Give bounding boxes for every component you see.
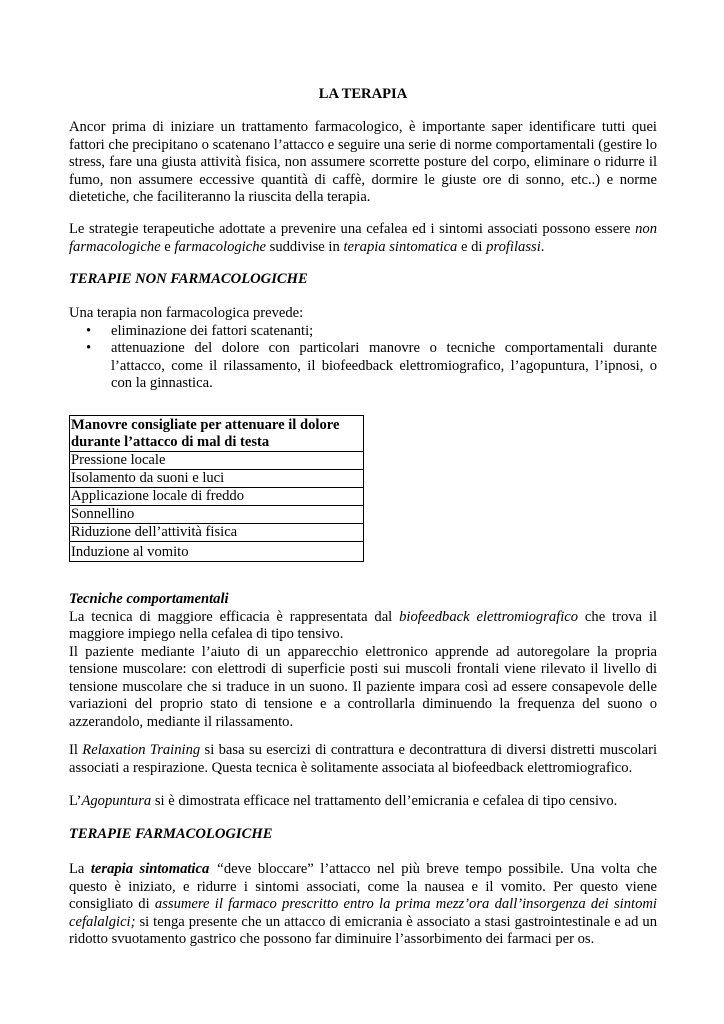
table-cell: Isolamento da suoni e luci — [70, 470, 364, 488]
intro-text-2g: e di — [457, 238, 487, 255]
farm-text-f: si tenga presente che un attacco di emicrania è associato a stasi gastrointestinale e ad un ridotto svuotamento gastrico che possono far diminuire l’assorbimento dei farmaci per os. — [69, 913, 657, 947]
tecniche-section — [69, 591, 657, 731]
tecniche-text-1a: La tecnica di maggiore efficacia è rappresentata dal — [69, 608, 400, 625]
farm-paragraph — [69, 861, 657, 949]
manovre-table — [69, 415, 364, 562]
table-cell: Applicazione locale di freddo — [70, 488, 364, 506]
section-heading-farmacologiche: TERAPIE FARMACOLOGICHE — [69, 826, 273, 842]
agopuntura-text — [69, 793, 657, 811]
relaxation-text-a: Il — [69, 742, 83, 758]
table-row — [70, 452, 364, 470]
relaxation-text — [69, 742, 657, 777]
bullet-icon: • — [86, 322, 92, 339]
term-relaxation-training: Relaxation Training — [82, 742, 201, 758]
table-header-row — [70, 416, 364, 452]
non-farm-lead: Una terapia non farmacologica prevede: — [69, 305, 304, 321]
table-cell: Riduzione dell’attività fisica — [70, 524, 364, 542]
term-terapia-sintomatica-bold: terapia sintomatica — [90, 861, 210, 877]
bullet-item-2 — [69, 340, 657, 393]
bullet-icon: • — [86, 340, 92, 356]
bullet-text-1: eliminazione dei fattori scatenanti; — [111, 322, 314, 339]
term-profilassi: profilassi — [486, 238, 541, 255]
agopuntura-text-c: si è dimostrata efficace nel trattamento dell’emicrania e cefalea di tipo censivo. — [151, 793, 618, 809]
tecniche-paragraph-1 — [69, 609, 657, 644]
table-row — [70, 524, 364, 542]
non-farm-bullet-list — [69, 323, 657, 393]
intro-text-2e: suddivise in — [266, 238, 344, 255]
table-row — [70, 542, 364, 562]
farm-text-d: deve bloccare” l’attacco nel più breve tempo possibile. Una volta che questo è iniziato, e ridurre i sintomi associati, come la nausea e il vomito. Per questo viene consigliato di — [69, 861, 657, 912]
tecniche-text-1c: che trova il maggiore impiego nella cefalea di tipo tensivo. — [69, 608, 657, 642]
table-cell: Sonnellino — [70, 506, 364, 524]
intro-text-1: Ancor prima di iniziare un trattamento farmacologico, è importante saper identificare tutti quei fattori che precipitano o scatenano l’attacco e seguire una serie di norme comportamentali (gestire lo stress, fare una giusta attività fisica, non assumere scorrette posture del corpo, eliminare o ridurre il fumo, non assumere eccessive quantità di caffè, dormire le giuste ore di sonno, etc..) e norme dietetiche, che faciliteranno la riuscita della terapia. — [69, 119, 657, 205]
intro-paragraph-1 — [69, 119, 657, 207]
term-terapia-sintomatica: terapia sintomatica — [343, 238, 458, 255]
agopuntura-text-a: L’ — [69, 793, 82, 809]
bullet-text-2: attenuazione del dolore con particolari manovre o tecniche comportamentali durante l’attacco, come il rilassamento, il biofeedback elettromiografico, l’agopuntura, l’ipnosi, o con la ginnastica. — [111, 340, 657, 391]
term-biofeedback: biofeedback elettromiografico — [399, 608, 579, 625]
table-cell: Pressione locale — [70, 452, 364, 470]
farm-text — [69, 861, 657, 949]
intro-paragraph-2 — [69, 221, 657, 256]
non-farm-section — [69, 305, 657, 393]
relaxation-paragraph — [69, 742, 657, 777]
term-farmacologiche: farmacologiche — [174, 238, 266, 255]
relaxation-text-c: si basa su esercizi di contrattura e decontrattura di diversi distretti muscolari associati a respirazione. Questa tecnica è solitamente associata al biofeedback elettromiografico. — [69, 742, 657, 776]
tecniche-paragraph-2: Il paziente mediante l’aiuto di un apparecchio elettronico apprende ad autoregolare la propria tensione muscolare: con elettrodi di superficie posti sui muscoli frontali viene rilevato il livello di tensione muscolare che si traduce in un suono. Il paziente impara così ad essere consapevole delle variazioni del proprio stato di tensione e a controllarla diminuendo la frequenza del suono o azzerandolo, mediante il rilassamento. — [69, 643, 657, 730]
term-non-farmacologiche: non farmacologiche — [69, 221, 657, 255]
table-row — [70, 506, 364, 524]
intro-text-2i: . — [540, 238, 545, 255]
bullet-item-1 — [69, 323, 657, 341]
term-agopuntura: Agopuntura — [81, 793, 152, 809]
intro-text-2c: e — [160, 238, 175, 255]
page-title: LA TERAPIA — [318, 86, 408, 102]
intro-text-2a: Le strategie terapeutiche adottate a prevenire una cefalea ed i sintomi associati possono essere — [69, 221, 636, 237]
table-cell: Induzione al vomito — [70, 542, 364, 562]
table-header-cell: Manovre consigliate per attenuare il dolore durante l’attacco di mal di testa — [70, 416, 364, 452]
farm-advice-italic: assumere il farmaco prescritto entro la prima mezz’ora dall’insorgenza dei sintomi cefalalgici; — [69, 896, 657, 930]
section-heading-non-farmacologiche: TERAPIE NON FARMACOLOGICHE — [69, 271, 308, 287]
intro-text-2 — [69, 221, 657, 256]
farm-text-a: La — [69, 861, 91, 877]
agopuntura-paragraph — [69, 793, 657, 811]
section-heading-tecniche: Tecniche comportamentali — [69, 591, 229, 607]
table-row — [70, 488, 364, 506]
table-row — [70, 470, 364, 488]
farm-quote-open: “ — [209, 861, 224, 877]
